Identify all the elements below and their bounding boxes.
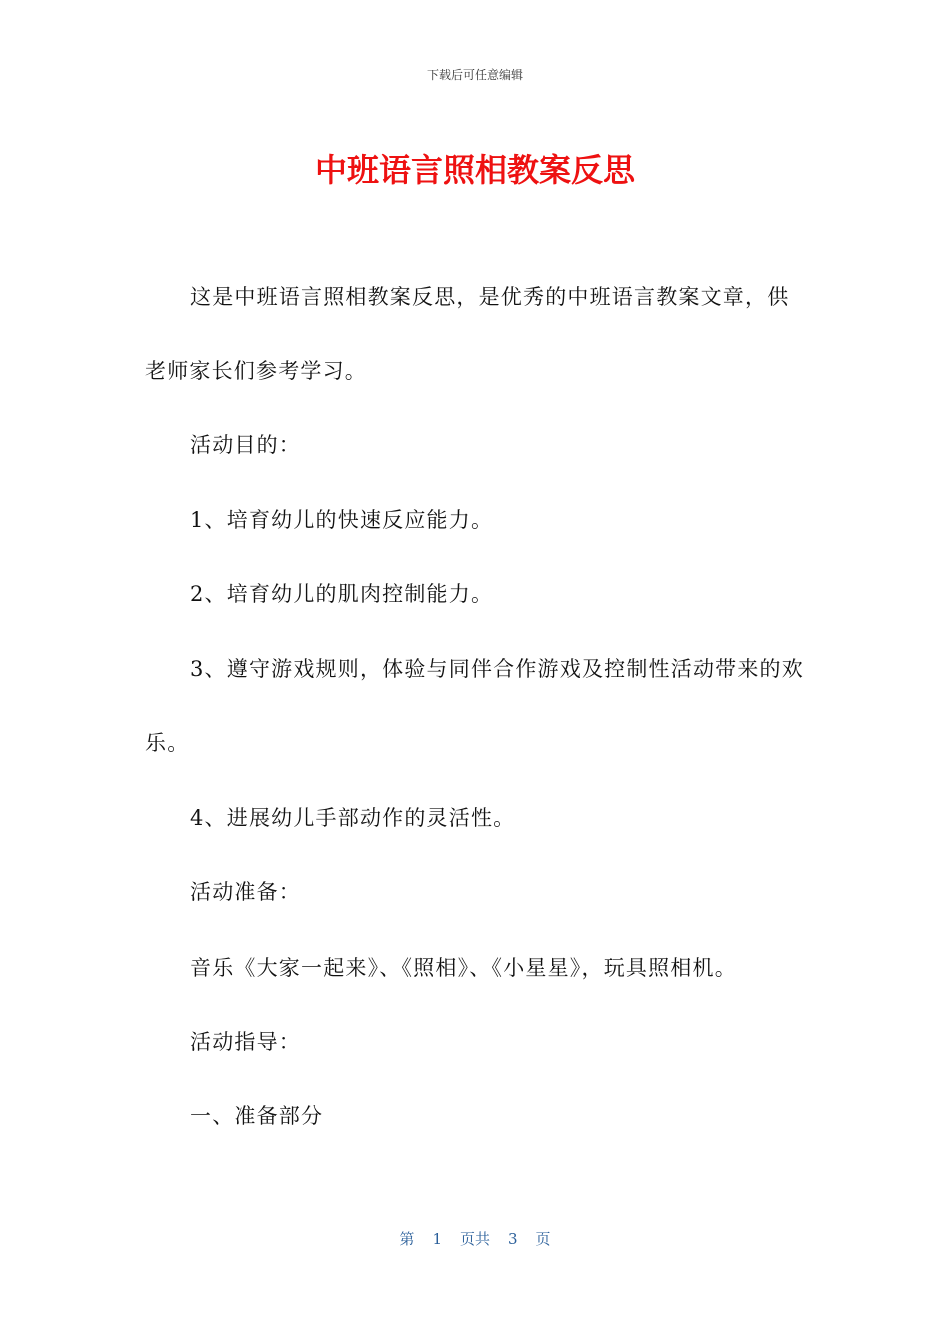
footer-prefix: 第 [399, 1230, 415, 1248]
paragraph-line: 音乐《大家一起来》、《照相》、《小星星》，玩具照相机。 [190, 956, 737, 980]
footer-middle: 页共 [459, 1230, 490, 1248]
paragraph-line: 活动准备： [190, 880, 301, 904]
paragraph-line: 一、准备部分 [190, 1104, 324, 1128]
footer-suffix: 页 [535, 1230, 551, 1248]
paragraph-line: 1、培育幼儿的快速反应能力。 [190, 508, 494, 532]
document-title: 中班语言照相教案反思 [314, 151, 635, 189]
paragraph-line: 老师家长们参考学习。 [145, 359, 367, 383]
paragraph-line: 这是中班语言照相教案反思，是优秀的中班语言教案文章，供 [190, 285, 790, 309]
paragraph-line: 2、培育幼儿的肌肉控制能力。 [190, 582, 494, 606]
page-footer [0, 1228, 950, 1249]
paragraph-line: 乐。 [145, 731, 190, 755]
paragraph-line: 3、遵守游戏规则，体验与同伴合作游戏及控制性活动带来的欢 [190, 657, 804, 681]
footer-current-page: 1 [432, 1230, 442, 1248]
paragraph-line: 4、进展幼儿手部动作的灵活性。 [190, 806, 516, 830]
paragraph-line: 活动指导： [190, 1030, 301, 1054]
paragraph-line: 活动目的： [190, 433, 301, 457]
header-note: 下载后可任意编辑 [426, 68, 523, 82]
footer-total-pages: 3 [508, 1230, 518, 1248]
